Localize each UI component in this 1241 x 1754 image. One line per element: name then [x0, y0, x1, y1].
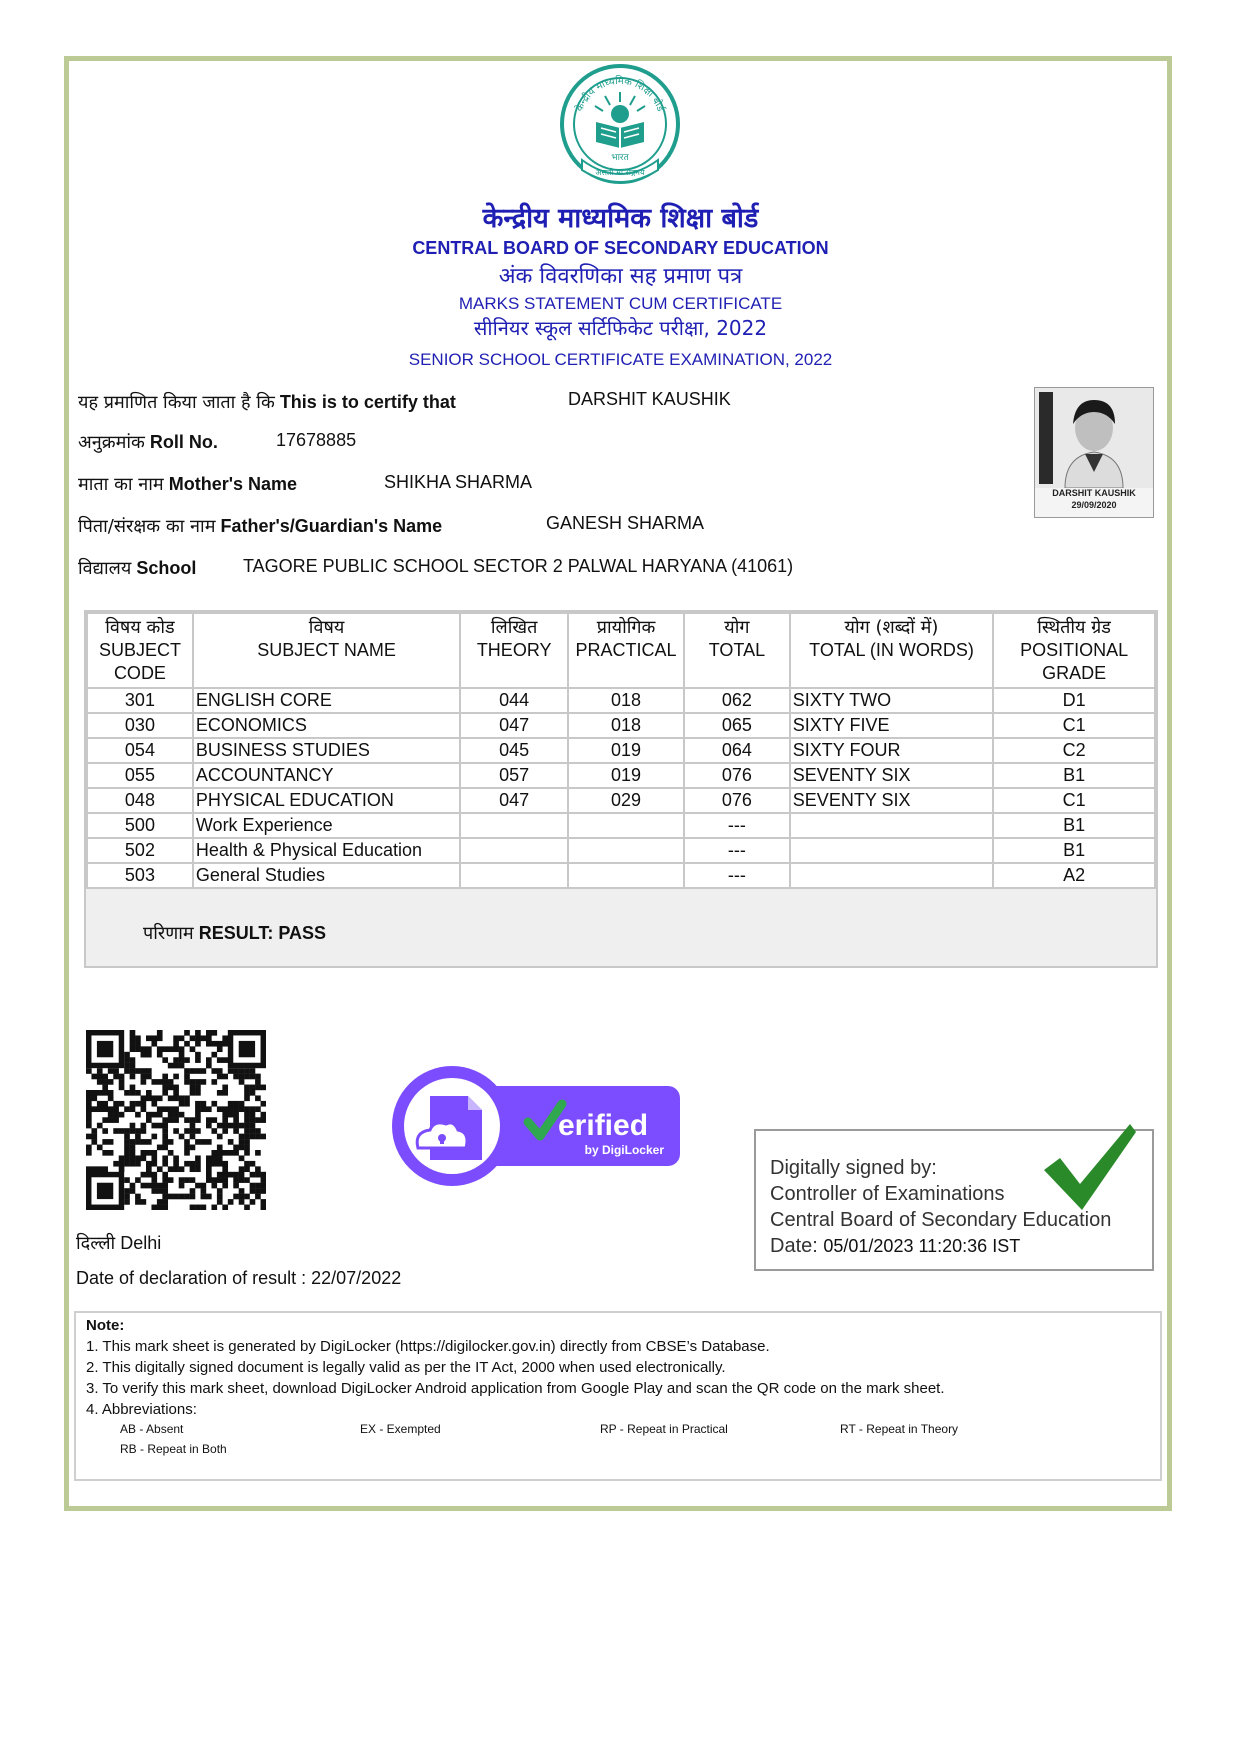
cell-theory — [460, 813, 568, 838]
school-label — [78, 556, 196, 580]
cell-code: 054 — [87, 738, 193, 763]
cell-grade: A2 — [993, 863, 1155, 888]
father-label-en: Father's/Guardian's Name — [220, 516, 443, 536]
father-name: GANESH SHARMA — [546, 513, 705, 533]
photo-caption-name: DARSHIT KAUSHIK — [1052, 488, 1136, 498]
table-row — [87, 688, 1155, 713]
cell-theory — [460, 838, 568, 863]
col-header-grade — [993, 613, 1155, 688]
cell-total: 076 — [684, 763, 790, 788]
cell-theory — [460, 863, 568, 888]
col-header-practical-en: PRACTICAL — [575, 640, 677, 660]
cell-subject: ENGLISH CORE — [193, 688, 460, 713]
exam-title-hindi: सीनियर स्कूल सर्टिफिकेट परीक्षा, 2022 — [473, 316, 768, 340]
cell-total: 076 — [684, 788, 790, 813]
cell-practical: 019 — [568, 763, 684, 788]
col-header-code-en: SUBJECT CODE — [98, 640, 181, 683]
place-hindi: दिल्ली — [76, 1233, 116, 1254]
cell-grade: C1 — [993, 788, 1155, 813]
cell-grade: B1 — [993, 813, 1155, 838]
roll-label — [78, 430, 218, 454]
cell-words: SIXTY FIVE — [790, 713, 993, 738]
abbreviation: AB - Absent — [120, 1422, 184, 1436]
col-header-code — [87, 613, 193, 688]
cell-grade: B1 — [993, 838, 1155, 863]
statement-title: MARKS STATEMENT CUM CERTIFICATE — [458, 294, 783, 313]
cell-practical — [568, 813, 684, 838]
cell-total: 062 — [684, 688, 790, 713]
certify-label-en: This is to certify that — [279, 392, 456, 412]
cell-subject: BUSINESS STUDIES — [193, 738, 460, 763]
col-header-code-hi: विषय कोड — [105, 617, 175, 638]
logo-bottom-text: असतो मा सद्गमय — [595, 168, 645, 177]
cell-subject: PHYSICAL EDUCATION — [193, 788, 460, 813]
cbse-logo — [558, 62, 682, 186]
cell-code: 503 — [87, 863, 193, 888]
cell-subject: Work Experience — [193, 813, 460, 838]
cell-theory: 044 — [460, 688, 568, 713]
col-header-subject-hi: विषय — [308, 617, 345, 638]
cell-words: SIXTY FOUR — [790, 738, 993, 763]
school-name: TAGORE PUBLIC SCHOOL SECTOR 2 PALWAL HARYANA (41061) — [243, 556, 794, 576]
cell-total: 065 — [684, 713, 790, 738]
cell-code: 301 — [87, 688, 193, 713]
table-row — [87, 788, 1155, 813]
roll-number: 17678885 — [276, 430, 357, 450]
signature-check-icon — [1040, 1118, 1140, 1218]
cell-words — [790, 813, 993, 838]
father-label — [78, 514, 442, 538]
cell-words — [790, 838, 993, 863]
cell-grade: C2 — [993, 738, 1155, 763]
cell-code: 055 — [87, 763, 193, 788]
mother-label-en: Mother's Name — [168, 474, 298, 494]
col-header-grade-en: POSITIONAL GRADE — [1020, 640, 1129, 683]
marks-table — [86, 612, 1156, 889]
sig-date-label: Date: — [770, 1235, 818, 1257]
roll-label-hindi: अनुक्रमांक — [78, 432, 145, 453]
sig-date — [770, 1235, 1020, 1258]
col-header-subject-en: SUBJECT NAME — [257, 640, 396, 660]
table-header-row — [87, 613, 1155, 688]
school-label-hindi: विद्यालय — [78, 558, 132, 579]
logo-top-text: केन्द्रीय माध्यमिक शिक्षा बोर्ड — [574, 75, 666, 114]
abbreviation: EX - Exempted — [360, 1422, 441, 1436]
col-header-practical — [568, 613, 684, 688]
cell-words: SIXTY TWO — [790, 688, 993, 713]
col-header-practical-hi: प्रायोगिक — [596, 617, 656, 638]
note-item: 4. Abbreviations: — [86, 1401, 197, 1418]
abbreviation: RT - Repeat in Theory — [840, 1422, 959, 1436]
mother-label-hindi: माता का नाम — [78, 474, 164, 495]
cell-subject: General Studies — [193, 863, 460, 888]
cell-theory: 047 — [460, 788, 568, 813]
cell-grade: B1 — [993, 763, 1155, 788]
note-item: 1. This mark sheet is generated by DigiLocker (https://digilocker.gov.in) directly from CBSE’s Database. — [86, 1338, 770, 1355]
sig-line-1: Digitally signed by: — [770, 1157, 937, 1179]
student-photo — [1034, 387, 1154, 518]
verified-badge — [390, 1064, 690, 1188]
cell-practical: 018 — [568, 688, 684, 713]
table-row — [87, 838, 1155, 863]
mother-name: SHIKHA SHARMA — [384, 472, 533, 492]
col-header-words-hi: योग (शब्दों में) — [844, 617, 939, 638]
notes-box — [74, 1311, 1162, 1481]
notes-title: Note: — [86, 1317, 125, 1334]
cell-grade: D1 — [993, 688, 1155, 713]
place — [76, 1231, 161, 1255]
cell-theory: 057 — [460, 763, 568, 788]
col-header-theory-hi: लिखित — [490, 617, 538, 638]
note-item: 3. To verify this mark sheet, download DigiLocker Android application from Google Play and scan the QR code on the mark sheet. — [86, 1380, 945, 1397]
cell-code: 048 — [87, 788, 193, 813]
col-header-words-en: TOTAL (IN WORDS) — [809, 640, 974, 660]
cell-practical — [568, 863, 684, 888]
student-photo-image — [1035, 388, 1153, 488]
declaration — [76, 1268, 401, 1289]
col-header-total — [684, 613, 790, 688]
col-header-total-hi: योग — [724, 617, 750, 638]
cell-code: 502 — [87, 838, 193, 863]
certify-label — [78, 390, 456, 414]
exam-title: SENIOR SCHOOL CERTIFICATE EXAMINATION, 2022 — [408, 350, 833, 369]
abbreviation: RP - Repeat in Practical — [600, 1422, 728, 1436]
cell-total: --- — [684, 813, 790, 838]
student-name: DARSHIT KAUSHIK — [568, 389, 731, 409]
certify-label-hindi: यह प्रमाणित किया जाता है कि — [78, 392, 275, 413]
col-header-subject — [193, 613, 460, 688]
cell-code: 500 — [87, 813, 193, 838]
school-label-en: School — [136, 558, 197, 578]
cell-subject: ACCOUNTANCY — [193, 763, 460, 788]
table-row — [87, 763, 1155, 788]
col-header-words — [790, 613, 993, 688]
cell-practical: 018 — [568, 713, 684, 738]
board-name: CENTRAL BOARD OF SECONDARY EDUCATION — [412, 238, 829, 258]
cell-grade: C1 — [993, 713, 1155, 738]
verified-by-text: by DigiLocker — [584, 1143, 664, 1157]
table-row — [87, 738, 1155, 763]
cell-code: 030 — [87, 713, 193, 738]
sig-line-2: Controller of Examinations — [770, 1183, 1005, 1205]
photo-caption-date: 29/09/2020 — [1071, 500, 1117, 510]
cell-total: --- — [684, 838, 790, 863]
verified-text: erified — [558, 1109, 649, 1142]
qr-code — [86, 1030, 266, 1210]
cell-words — [790, 863, 993, 888]
logo-mid-text: भारत — [611, 153, 629, 163]
statement-title-hindi: अंक विवरणिका सह प्रमाण पत्र — [498, 264, 743, 289]
cell-theory: 045 — [460, 738, 568, 763]
col-header-total-en: TOTAL — [708, 640, 766, 660]
cell-total: --- — [684, 863, 790, 888]
table-row — [87, 713, 1155, 738]
col-header-grade-hi: स्थितीय ग्रेड — [1037, 617, 1111, 638]
cell-words: SEVENTY SIX — [790, 763, 993, 788]
result — [143, 921, 326, 945]
cell-theory: 047 — [460, 713, 568, 738]
result-hindi: परिणाम — [143, 923, 194, 944]
father-label-hindi: पिता/संरक्षक का नाम — [78, 516, 216, 537]
result-label: RESULT: PASS — [198, 923, 327, 943]
declaration-label: Date of declaration of result : — [76, 1268, 307, 1288]
sig-date-value: 05/01/2023 11:20:36 IST — [823, 1236, 1021, 1256]
cell-words: SEVENTY SIX — [790, 788, 993, 813]
sig-line-3: Central Board of Secondary Education — [770, 1209, 1112, 1231]
board-name-hindi: केन्द्रीय माध्यमिक शिक्षा बोर्ड — [482, 203, 759, 234]
cell-practical: 029 — [568, 788, 684, 813]
col-header-theory — [460, 613, 568, 688]
col-header-theory-en: THEORY — [476, 640, 552, 660]
note-item: 2. This digitally signed document is legally valid as per the IT Act, 2000 when used electronically. — [86, 1359, 726, 1376]
cell-total: 064 — [684, 738, 790, 763]
place-label: Delhi — [120, 1233, 162, 1253]
cell-practical: 019 — [568, 738, 684, 763]
table-row — [87, 863, 1155, 888]
table-row — [87, 813, 1155, 838]
cell-practical — [568, 838, 684, 863]
roll-label-en: Roll No. — [149, 432, 218, 452]
mother-label — [78, 472, 297, 496]
cell-subject: ECONOMICS — [193, 713, 460, 738]
declaration-date: 22/07/2022 — [311, 1268, 402, 1288]
cell-subject: Health & Physical Education — [193, 838, 460, 863]
abbreviation: RB - Repeat in Both — [120, 1442, 227, 1456]
